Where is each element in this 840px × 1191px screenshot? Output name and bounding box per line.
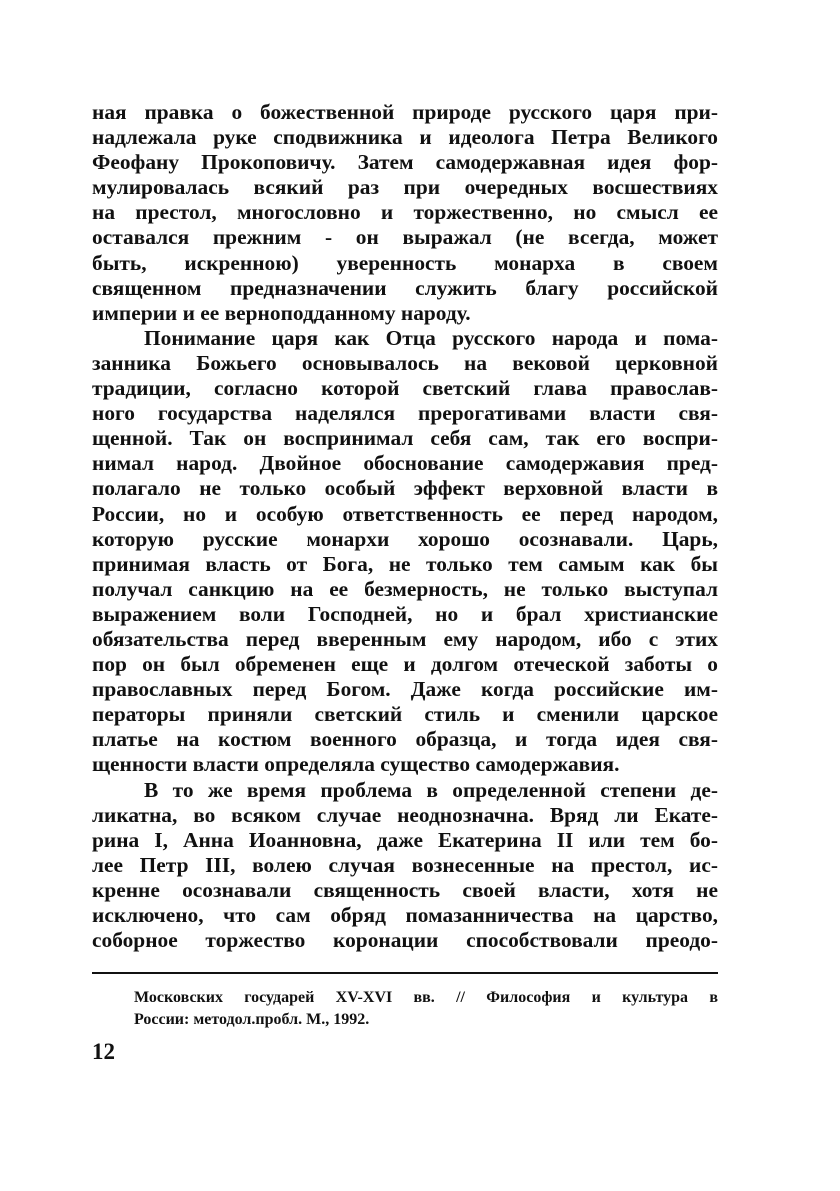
text-line: ператоры приняли светский стиль и сменили царское xyxy=(92,702,718,727)
text-line: занника Божьего основывалось на вековой церковной xyxy=(92,350,718,375)
text-line: лее Петр III, волею случая вознесенные на престол, ис- xyxy=(92,852,718,877)
footnote xyxy=(134,987,718,1031)
text-line: соборное торжество коронации способствовали преодо- xyxy=(92,928,718,953)
text-line: ликатна, во всяком случае неоднозначна. Вряд ли Екате- xyxy=(92,802,718,827)
text-line: быть, искренною) уверенность монарха в своем xyxy=(92,250,718,275)
footnote-line: России: методол.пробл. М., 1992. xyxy=(134,1011,370,1028)
text-line: полагало не только особый эффект верховной власти в xyxy=(92,476,718,501)
main-text xyxy=(92,100,718,953)
page-number: 12 xyxy=(92,1039,115,1064)
text-line: оставался прежним - он выражал (не всегда, может xyxy=(92,225,718,250)
text-line: на престол, многословно и торжественно, но смысл ее xyxy=(92,200,718,225)
text-line: платье на костюм военного образца, и тогда идея свя- xyxy=(92,727,718,752)
paragraph-2 xyxy=(92,326,718,778)
text-line: империи и ее верноподданному народу. xyxy=(92,300,471,325)
footnote-line: Московских государей XV-XVI вв. // Философия и культура в xyxy=(134,989,718,1006)
text-line: России, но и особую ответственность ее перед народом, xyxy=(92,501,718,526)
text-line: которую русские монархи хорошо осознавали. Царь, xyxy=(92,526,718,551)
text-line: православных перед Богом. Даже когда российские им- xyxy=(92,677,718,702)
paragraph-1 xyxy=(92,100,718,326)
text-line: Понимание царя как Отца русского народа и пома- xyxy=(144,325,718,350)
paragraph-3 xyxy=(92,778,718,954)
footnote-divider xyxy=(92,972,718,974)
text-line: нимал народ. Двойное обоснование самодержавия пред- xyxy=(92,451,718,476)
text-line: принимая власть от Бога, не только тем самым как бы xyxy=(92,551,718,576)
text-line: традиции, согласно которой светский глава православ- xyxy=(92,376,718,401)
text-line: получал санкцию на ее безмерность, не только выступал xyxy=(92,576,718,601)
text-line: выражением воли Господней, но и брал христианские xyxy=(92,601,718,626)
text-line: щенности власти определяла существо самодержавия. xyxy=(92,752,620,777)
text-line: щенной. Так он воспринимал себя сам, так его воспри- xyxy=(92,426,718,451)
text-line: Феофану Прокоповичу. Затем самодержавная идея фор- xyxy=(92,150,718,175)
text-line: исключено, что сам обряд помазанничества на царство, xyxy=(92,903,718,927)
text-line: рина I, Анна Иоанновна, даже Екатерина II или тем бо- xyxy=(92,827,718,852)
text-line: надлежала руке сподвижника и идеолога Петра Великого xyxy=(92,125,718,150)
text-line: В то же время проблема в определенной степени де- xyxy=(144,777,718,802)
text-line: священном предназначении служить благу российской xyxy=(92,275,718,300)
text-line: мулировалась всякий раз при очередных восшествиях xyxy=(92,175,718,200)
text-line: кренне осознавали священность своей власти, хотя не xyxy=(92,877,718,902)
text-line: ного государства наделялся прерогативами власти свя- xyxy=(92,401,718,426)
text-line: ная правка о божественной природе русского царя при- xyxy=(92,100,718,124)
text-line: пор он был обременен еще и долгом отеческой заботы о xyxy=(92,652,718,677)
text-line: обязательства перед вверенным ему народом, ибо с этих xyxy=(92,626,718,651)
